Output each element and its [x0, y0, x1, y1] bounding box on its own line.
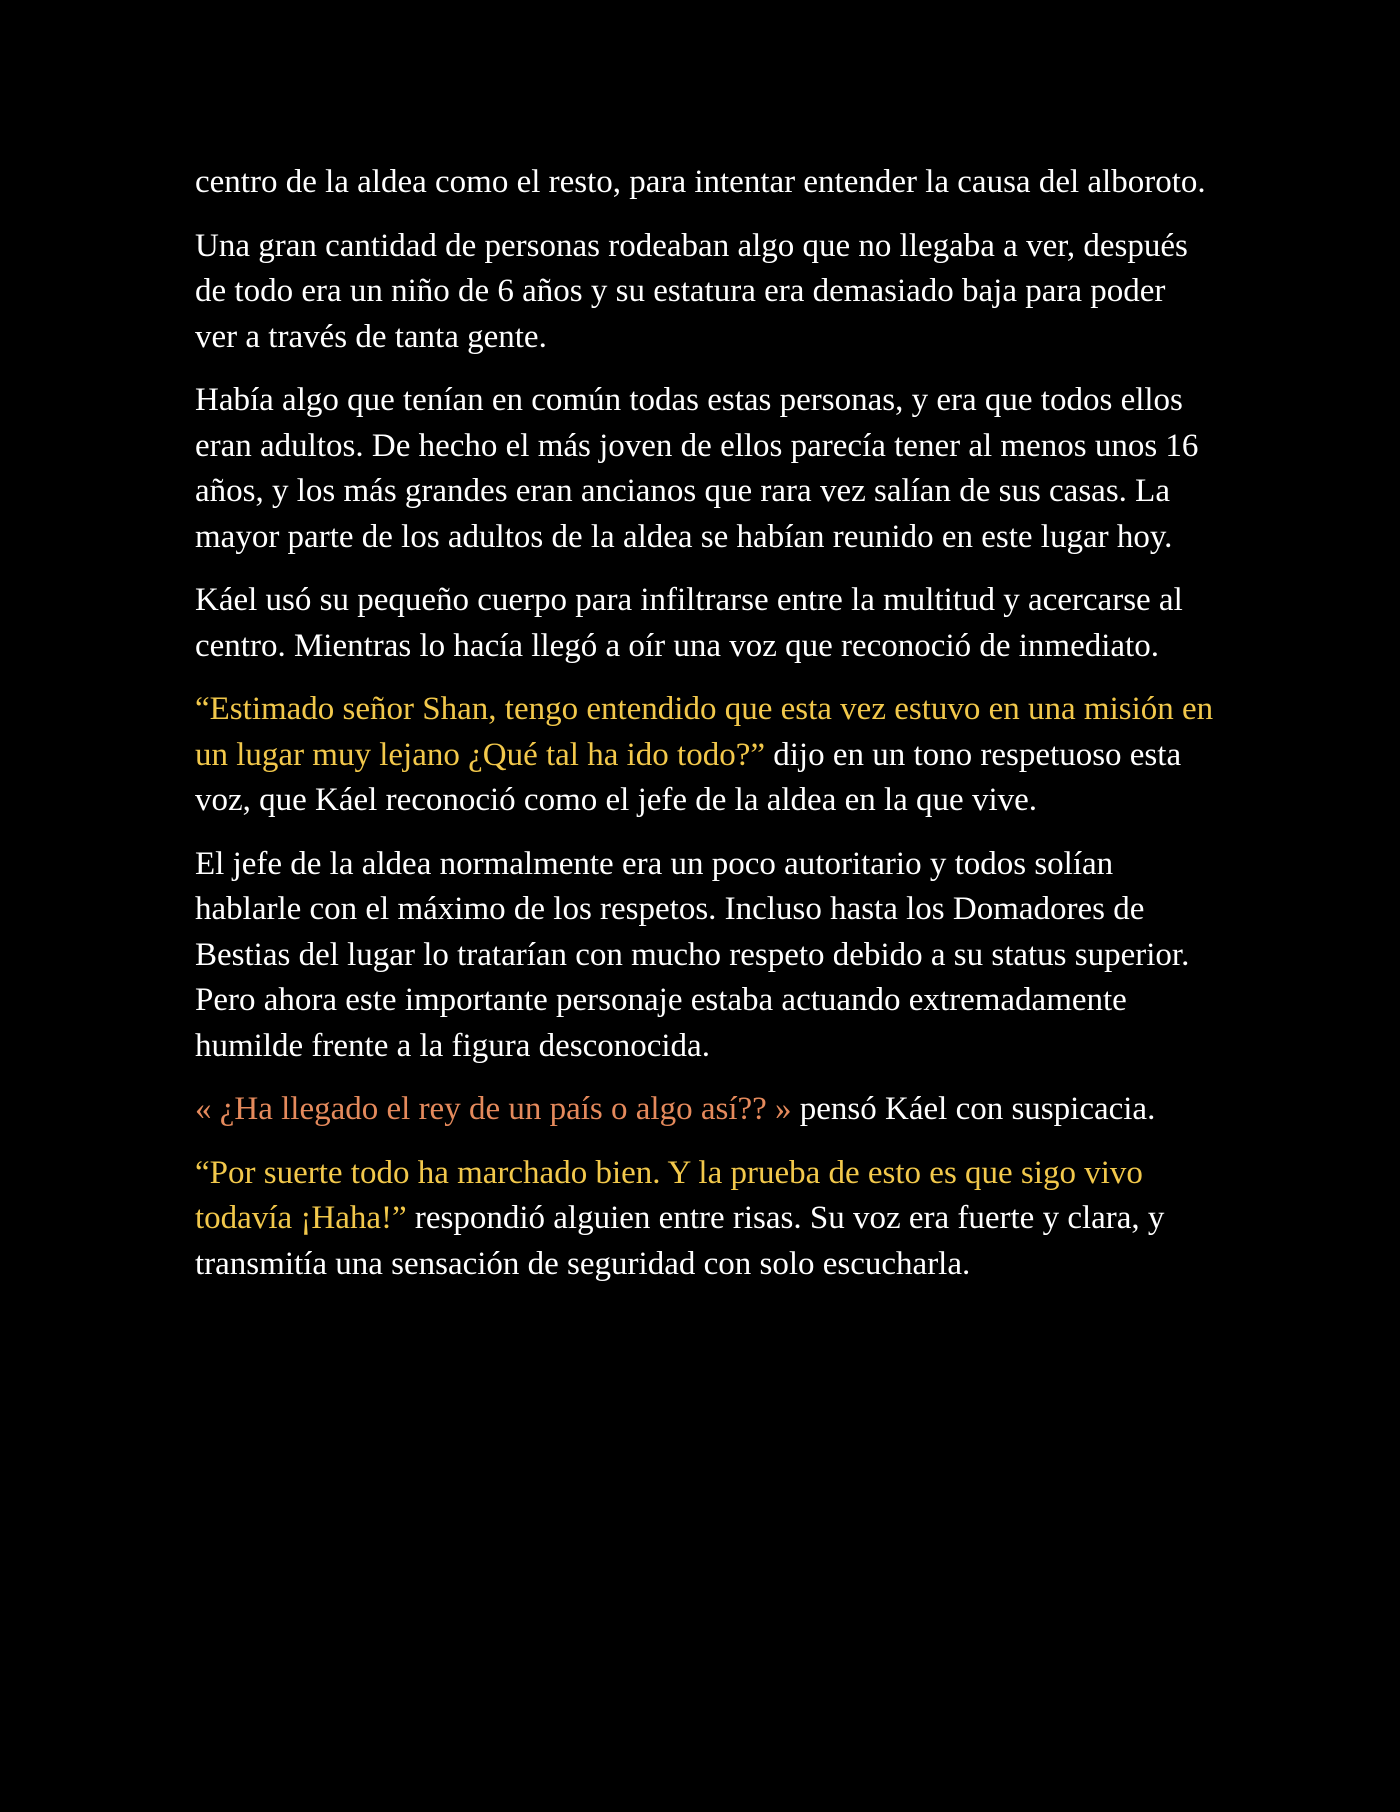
thought-text: « ¿Ha llegado el rey de un país o algo así?? » — [195, 1091, 792, 1127]
paragraph-5 — [195, 687, 1215, 824]
document-page — [195, 160, 1215, 1305]
paragraph-6 — [195, 842, 1215, 1070]
paragraph-8 — [195, 1151, 1215, 1288]
paragraph-3 — [195, 378, 1215, 560]
narration-text: pensó Káel con suspicacia. — [791, 1091, 1156, 1127]
paragraph-1 — [195, 160, 1215, 206]
dialogue-text: “Por suerte todo ha marchado bien. Y la prueba de esto es que sigo vivo todavía ¡Haha!” — [195, 1154, 1143, 1236]
narration-text: dijo en un tono respetuoso esta voz, que Káel reconoció como el jefe de la aldea en la que vive. — [195, 736, 1182, 818]
dialogue-text: “Estimado señor Shan, tengo entendido que esta vez estuvo en una misión en un lugar muy lejano ¿Qué tal ha ido todo?” — [195, 691, 1214, 773]
narration-text: respondió alguien entre risas. Su voz era fuerte y clara, y transmitía una sensación de seguridad con solo escucharla. — [195, 1200, 1165, 1282]
narration-text: El jefe de la aldea normalmente era un poco autoritario y todos solían hablarle con el máximo de los respetos. Incluso hasta los Domadores de Bestias del lugar lo tratarían con mucho respeto debido a su status superior. Pero ahora este importante personaje estaba actuando extremadamente humilde frente a la figura desconocida. — [195, 845, 1190, 1064]
narration-text: Una gran cantidad de personas rodeaban algo que no llegaba a ver, después de todo era un niño de 6 años y su estatura era demasiado baja para poder ver a través de tanta gente. — [195, 227, 1188, 355]
paragraph-7 — [195, 1087, 1215, 1133]
narration-text: Káel usó su pequeño cuerpo para infiltrarse entre la multitud y acercarse al centro. Mientras lo hacía llegó a oír una voz que reconoció de inmediato. — [195, 582, 1183, 664]
paragraph-4 — [195, 578, 1215, 669]
narration-text: Había algo que tenían en común todas estas personas, y era que todos ellos eran adultos. De hecho el más joven de ellos parecía tener al menos unos 16 años, y los más grandes eran ancianos que rara vez salían de sus casas. La mayor parte de los adultos de la aldea se habían reunido en este lugar hoy. — [195, 382, 1199, 555]
paragraph-2 — [195, 224, 1215, 361]
narration-text: centro de la aldea como el resto, para intentar entender la causa del alboroto. — [195, 164, 1206, 200]
